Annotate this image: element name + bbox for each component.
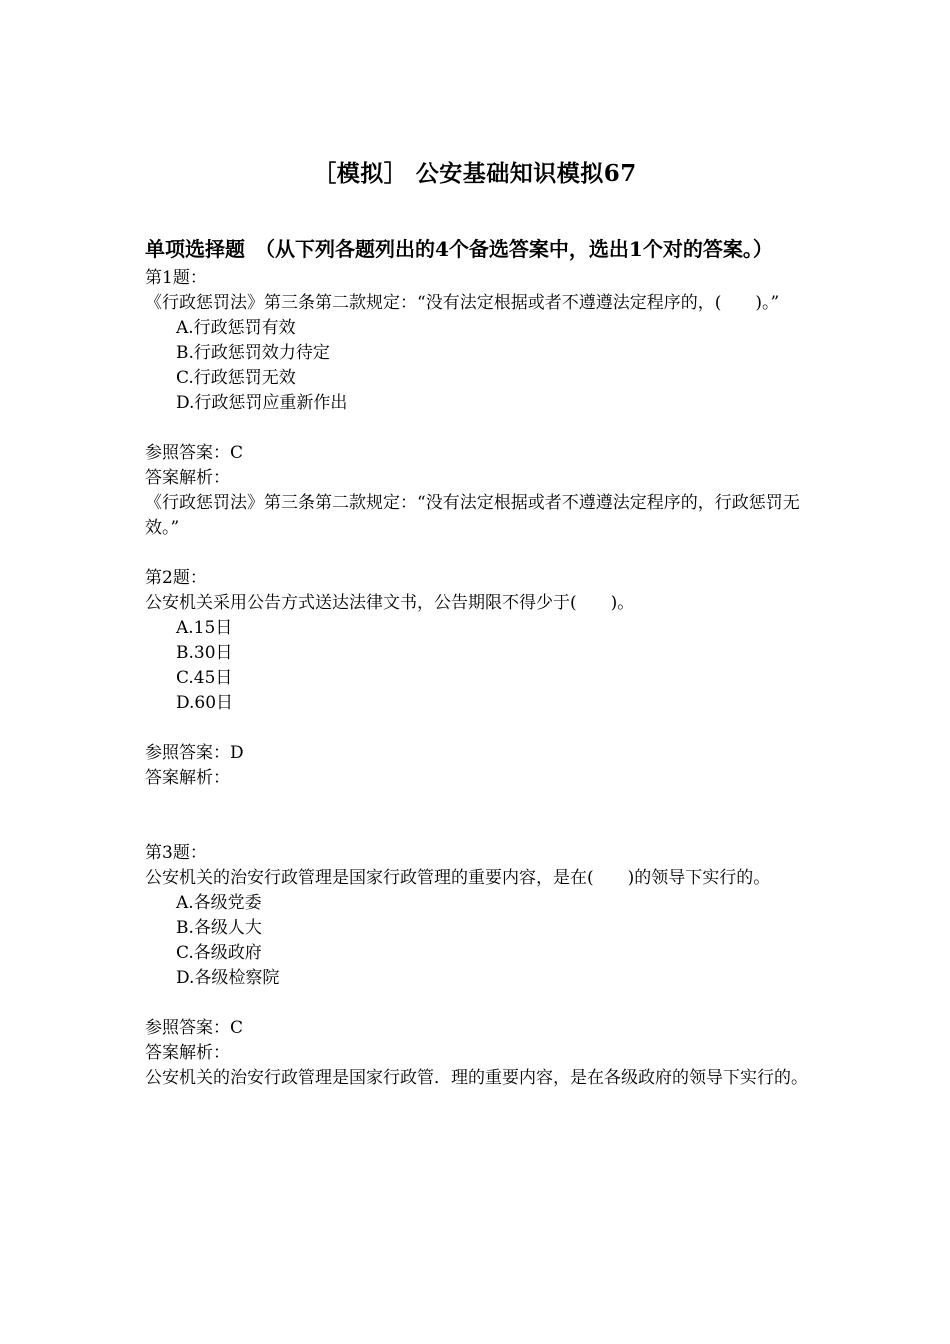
option-a: A.行政惩罚有效 — [176, 318, 296, 338]
question-stem: 公安机关采用公告方式送达法律文书，公告期限不得少于( )。 — [145, 593, 635, 613]
explanation-text: 《行政惩罚法》第三条第二款规定：“没有法定根据或者不遵遵法定程序的，行政惩罚无效。” — [145, 493, 800, 538]
option-list — [145, 316, 810, 416]
option-d: D.行政惩罚应重新作出 — [176, 393, 348, 413]
option-list — [145, 616, 810, 716]
explanation-label: 答案解析： — [145, 1043, 230, 1063]
option-c: C.行政惩罚无效 — [176, 368, 296, 388]
explanation-label: 答案解析： — [145, 468, 230, 488]
document-body — [145, 236, 810, 1091]
explanation-text: 公安机关的治安行政管理是国家行政管．理的重要内容，是在各级政府的领导下实行的。 — [145, 1068, 808, 1088]
section-heading: 单项选择题 （从下列各题列出的4个备选答案中，选出1个对的答案。） — [145, 237, 773, 261]
question-stem: 公安机关的治安行政管理是国家行政管理的重要内容，是在( )的领导下实行的。 — [145, 868, 771, 888]
option-a: A.15日 — [176, 618, 233, 638]
option-c: C.各级政府 — [176, 943, 262, 963]
reference-answer: 参照答案：C — [145, 443, 244, 463]
question-stem: 《行政惩罚法》第三条第二款规定：“没有法定根据或者不遵遵法定程序的，( )。” — [145, 293, 780, 313]
question-label: 第3题： — [145, 843, 207, 863]
explanation-label: 答案解析： — [145, 768, 230, 788]
option-d: D.60日 — [176, 693, 234, 713]
reference-answer: 参照答案：D — [145, 743, 244, 763]
option-c: C.45日 — [176, 668, 233, 688]
option-d: D.各级检察院 — [176, 968, 280, 988]
option-a: A.各级党委 — [176, 893, 262, 913]
option-list — [145, 891, 810, 991]
question-2 — [145, 566, 810, 791]
question-1 — [145, 266, 810, 541]
question-3 — [145, 841, 810, 1091]
option-b: B.30日 — [176, 643, 233, 663]
page-title: ［模拟］ 公安基础知识模拟67 — [313, 160, 637, 187]
option-b: B.各级人大 — [176, 918, 262, 938]
option-b: B.行政惩罚效力待定 — [176, 343, 330, 363]
question-label: 第1题： — [145, 268, 207, 288]
question-label: 第2题： — [145, 568, 207, 588]
reference-answer: 参照答案：C — [145, 1018, 244, 1038]
